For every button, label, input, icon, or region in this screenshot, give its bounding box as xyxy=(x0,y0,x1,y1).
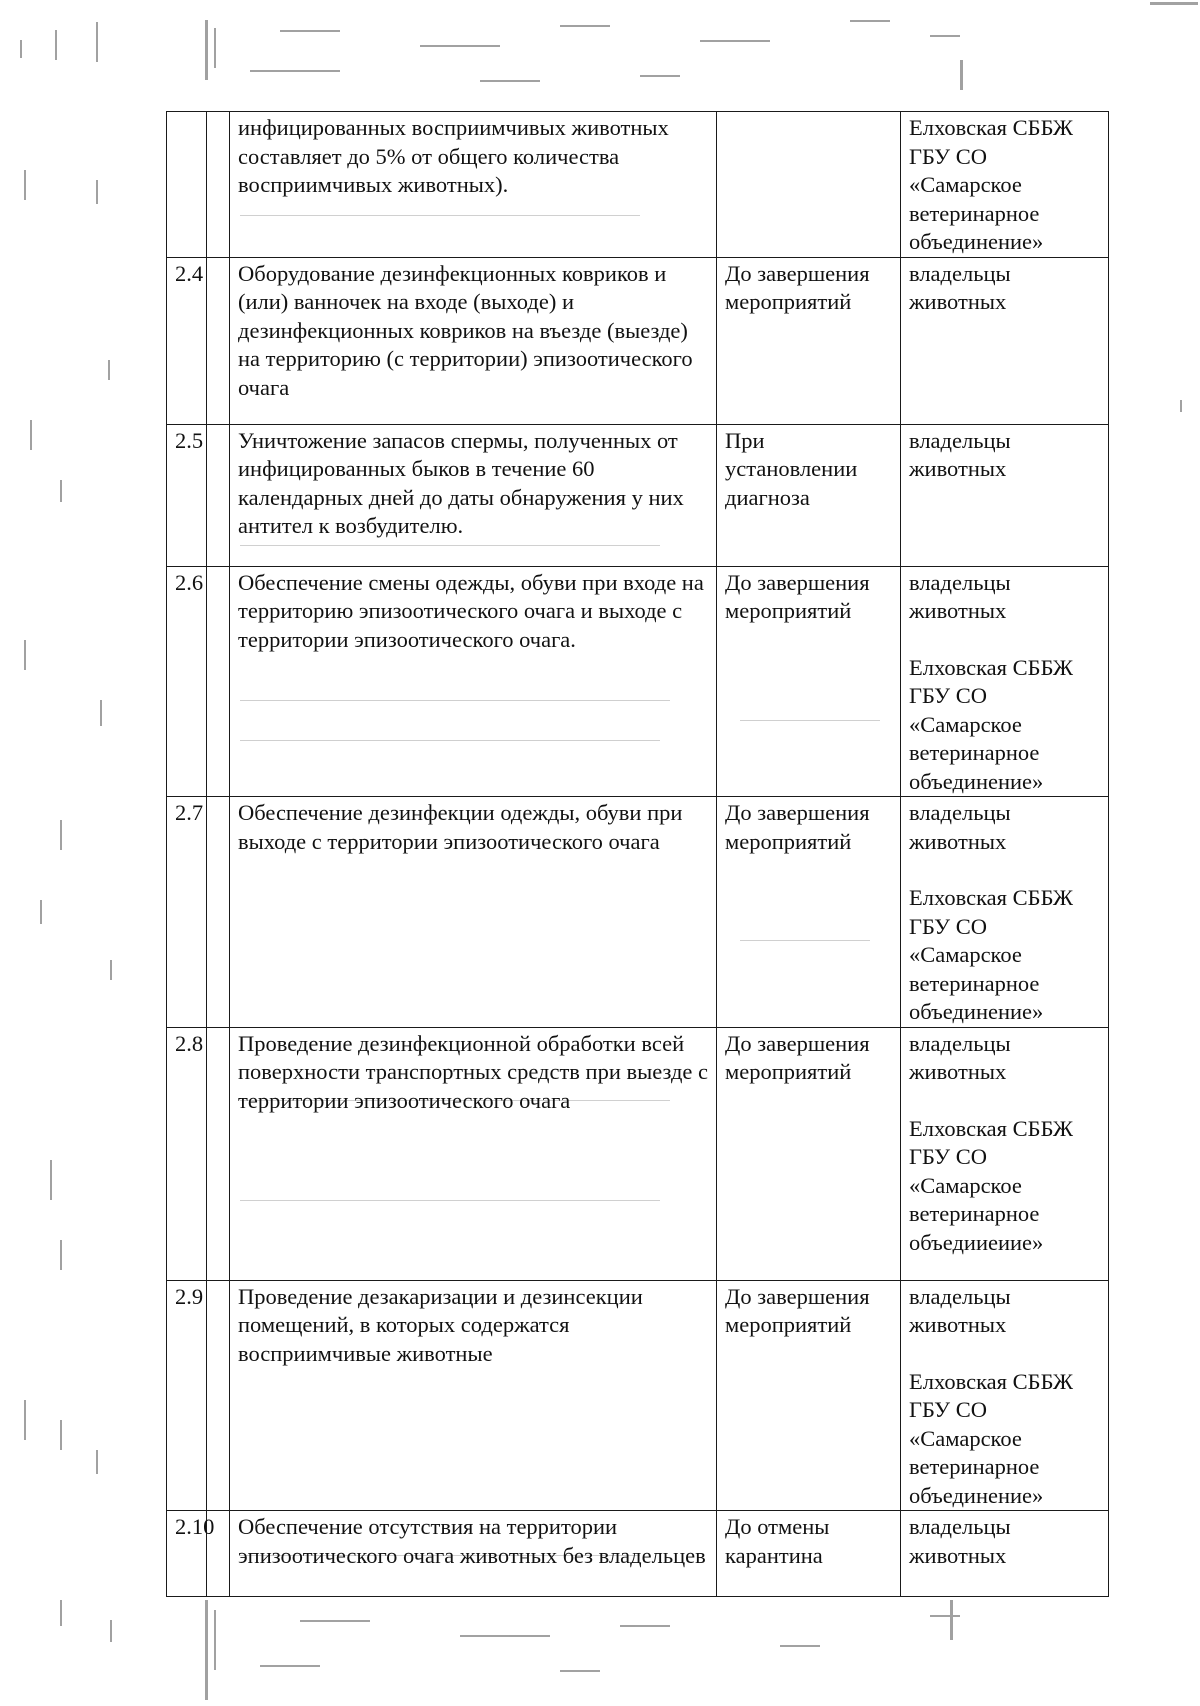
term-cell: До отмены карантина xyxy=(717,1511,901,1597)
row-number: 2.8 xyxy=(167,1027,207,1280)
measure-cell: Проведение дезинфекционной обработки всей поверхности транспортных средств при выезде с территории эпизоотического очага xyxy=(230,1027,717,1280)
row-number: 2.4 xyxy=(167,257,207,424)
table-row xyxy=(167,797,1109,1028)
responsible-cell: владельцы животных Елховская СББЖ ГБУ СО «Самарское ветеринарное объедииеиие» xyxy=(901,1027,1109,1280)
table-row xyxy=(167,1280,1109,1511)
separator-cell xyxy=(207,566,230,797)
term-cell: До завершения мероприятий xyxy=(717,566,901,797)
measure-cell: Проведение дезакаризации и дезинсекции помещений, в которых содержатся восприимчивые животные xyxy=(230,1280,717,1511)
term-cell: При установлении диагноза xyxy=(717,424,901,566)
responsible-cell: владельцы животных Елховская СББЖ ГБУ СО «Самарское ветеринарное объединение» xyxy=(901,797,1109,1028)
measure-cell: Обеспечение отсутствия на территории эпизоотического очага животных без владельцев xyxy=(230,1511,717,1597)
term-cell: До завершения мероприятий xyxy=(717,1027,901,1280)
responsible-cell: владельцы животных xyxy=(901,1511,1109,1597)
measure-cell: Уничтожение запасов спермы, полученных от инфицированных быков в течение 60 календарных дней до даты обнаружения у них антител к возбудителю. xyxy=(230,424,717,566)
row-number: 2.6 xyxy=(167,566,207,797)
responsible-cell: владельцы животных xyxy=(901,257,1109,424)
measure-cell: Обеспечение смены одежды, обуви при входе на территорию эпизоотического очага и выходе с территории эпизоотического очага. xyxy=(230,566,717,797)
term-cell xyxy=(717,112,901,258)
measure-cell: Обеспечение дезинфекции одежды, обуви при выходе с территории эпизоотического очага xyxy=(230,797,717,1028)
table-row xyxy=(167,566,1109,797)
separator-cell xyxy=(207,797,230,1028)
row-number xyxy=(167,112,207,258)
separator-cell xyxy=(207,1027,230,1280)
row-number: 2.10 xyxy=(167,1511,207,1597)
table-row xyxy=(167,1511,1109,1597)
responsible-cell: владельцы животных Елховская СББЖ ГБУ СО «Самарское ветеринарное объединение» xyxy=(901,566,1109,797)
term-cell: До завершения мероприятий xyxy=(717,797,901,1028)
row-number: 2.5 xyxy=(167,424,207,566)
separator-cell xyxy=(207,257,230,424)
table-row xyxy=(167,424,1109,566)
separator-cell xyxy=(207,424,230,566)
responsible-cell: владельцы животных xyxy=(901,424,1109,566)
measure-cell: инфицированных восприимчивых животных составляет до 5% от общего количества восприимчивых животных). xyxy=(230,112,717,258)
measures-table xyxy=(166,111,1109,1597)
term-cell: До завершения мероприятий xyxy=(717,257,901,424)
row-number: 2.9 xyxy=(167,1280,207,1511)
separator-cell xyxy=(207,1280,230,1511)
separator-cell xyxy=(207,112,230,258)
responsible-cell: владельцы животных Елховская СББЖ ГБУ СО «Самарское ветеринарное объединение» xyxy=(901,1280,1109,1511)
measure-cell: Оборудование дезинфекционных ковриков и (или) ванночек на входе (выходе) и дезинфекционных ковриков на въезде (выезде) на территорию (с территории) эпизоотического очага xyxy=(230,257,717,424)
row-number: 2.7 xyxy=(167,797,207,1028)
term-cell: До завершения мероприятий xyxy=(717,1280,901,1511)
table-row xyxy=(167,112,1109,258)
table-row xyxy=(167,257,1109,424)
table-row xyxy=(167,1027,1109,1280)
responsible-cell: Елховская СББЖ ГБУ СО «Самарское ветеринарное объединение» xyxy=(901,112,1109,258)
